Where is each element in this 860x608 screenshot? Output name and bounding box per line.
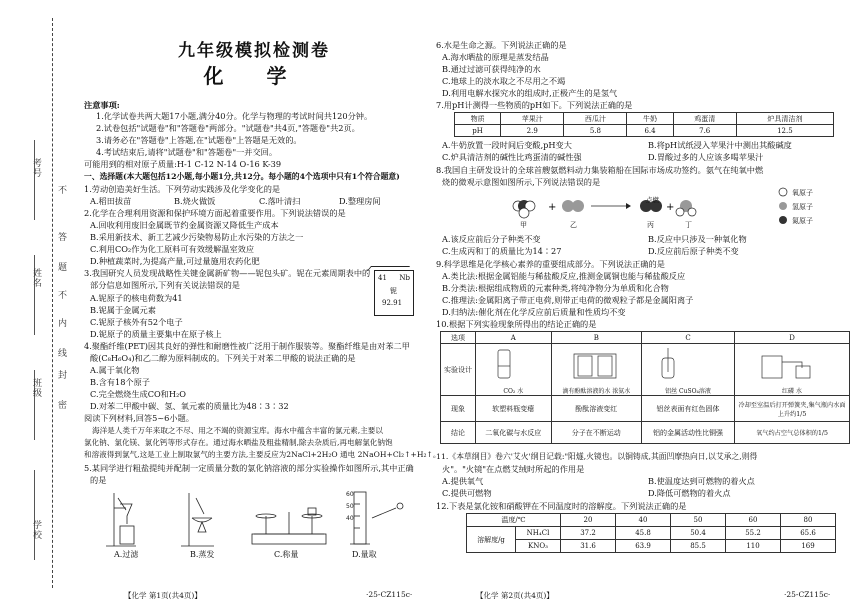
q10-phenomenon-b: 酚酞溶液变红 — [551, 396, 641, 422]
solubility-value: 31.6 — [561, 540, 616, 553]
q5-label-a: A.过滤 — [114, 550, 139, 559]
q9-option-d: D.归纳法:催化剂在化学反应前后质量和性质均不变 — [442, 307, 626, 317]
temperature-value: 40 — [616, 514, 671, 527]
footer-code: ·25-CZ115c· — [784, 590, 831, 599]
q1-option-c: C.落叶清扫 — [259, 196, 301, 206]
q7-option-c: C.炉具清洁剂的碱性比鸡蛋清的碱性强 — [442, 152, 582, 162]
legend-hydrogen: 氢原子 — [792, 203, 813, 211]
note-item: 1.化学试卷共两大题17小题,满分40分。化学与物理的考试时间共120分钟。 — [96, 111, 373, 121]
ph-table-header: 西瓜汁 — [564, 113, 627, 125]
q8-option-a: A.该反应前后分子种类不变 — [442, 234, 541, 244]
solubility-value: 45.8 — [616, 527, 671, 540]
temperature-value: 80 — [781, 514, 836, 527]
q4-option-b: B.含有18个原子 — [90, 377, 150, 387]
substance-name: NH₄Cl — [516, 527, 561, 540]
q10-design-c: 铝丝 CuSO₄溶液 — [642, 344, 735, 396]
note-item: 3.请务必在"答题卷"上答题,在"试题卷"上答题是无效的。 — [96, 135, 302, 145]
section-heading: 一、选择题(本大题包括12小题,每小题1分,共12分。每小题的4个选项中只有1个符合题意) — [84, 172, 400, 181]
notes-heading: 注意事项: — [84, 100, 120, 110]
q7-option-a: A.牛奶放置一段时间后变酸,pH变大 — [442, 140, 572, 150]
q4-option-a: A.属于氧化物 — [90, 365, 140, 375]
exam-no-blank — [34, 140, 35, 220]
q10-row-label: 现象 — [441, 396, 476, 422]
q9-stem: 9.科学思维是化学核心素养的重要组成部分。下列说法正确的是 — [436, 259, 665, 269]
q6-option-a: A.海水晒盐的原理是蒸发结晶 — [442, 52, 549, 62]
seal-word: 答 — [56, 232, 66, 242]
q6-stem: 6.水是生命之源。下列说法正确的是 — [436, 40, 567, 50]
reading-text: 氯化钠、氯化镁、氯化钙等形式存在。通过海水晒盐及粗盐精制,除去杂质后,再电解氯化钠饱 — [84, 438, 393, 447]
seal-word: 线 — [56, 348, 66, 358]
label-ding: 丁 — [685, 221, 692, 229]
ph-table-header: 鸡蛋清 — [673, 113, 736, 125]
label-bing: 丙 — [647, 221, 654, 229]
q8-option-b: B.反应中只涉及一种氧化物 — [648, 234, 747, 244]
binding-margin — [0, 0, 78, 608]
atomic-number: 41 — [378, 274, 387, 282]
svg-text:+: + — [666, 202, 675, 213]
q11-stem-line1: 11.《本草纲目》卷六'艾火'纲目记载:"阳燧,火镜也。以铜铸成,其面凹摩热向日,以艾承之,则得 — [436, 452, 758, 461]
temperature-value: 20 — [561, 514, 616, 527]
solubility-value: 63.9 — [616, 540, 671, 553]
q5-label-c: C.称量 — [274, 550, 299, 559]
cylinder-tick-label: 60 — [346, 491, 354, 498]
q10-conclusion-c: 铝的金属活动性比铜强 — [642, 422, 735, 444]
seal-word: 封 — [56, 370, 66, 380]
atomic-mass-line: 可能用到的相对原子质量:H-1 C-12 N-14 O-16 K-39 — [84, 159, 282, 169]
q7-stem: 7.用pH计测得一些物质的pH如下。下列说法正确的是 — [436, 100, 633, 110]
q10-header: 选项 — [441, 332, 476, 344]
note-item: 4.考试结束后,请将"试题卷"和"答题卷"一并交回。 — [96, 147, 278, 157]
temperature-value: 60 — [726, 514, 781, 527]
measuring-cylinder-figure — [350, 492, 403, 544]
q8-option-d: D.反应前后原子种类不变 — [648, 246, 739, 256]
q3-option-c: C.铌原子核外有52个电子 — [90, 317, 183, 327]
q4-option-d: D.对苯二甲酸中碳、氢、氧元素的质量比为48∶3∶32 — [90, 401, 289, 411]
q11-option-d: D.降低可燃物的着火点 — [648, 488, 731, 498]
q2-option-a: A.回收利用废旧金属既节约金属资源又降低生产成本 — [90, 220, 279, 230]
reading-text: 和溶液得到氯气,这是工业上制取氯气的主要方法,主要反应为2NaCl+2H₂O 通电 2NaOH+Cl₂↑+H₂↑。 — [84, 450, 441, 459]
solubility-value: 85.5 — [671, 540, 726, 553]
seal-line — [52, 18, 53, 588]
q10-phenomenon-a: 软塑料瓶变瘪 — [476, 396, 552, 422]
q11-option-c: C.提供可燃物 — [442, 488, 492, 498]
q5-apparatus-figures — [84, 488, 424, 548]
q11-stem-line2: 火"。"火镜"在点燃艾绒时所起的作用是 — [442, 464, 585, 474]
q11-option-b: B.使温度达到可燃物的着火点 — [648, 476, 755, 486]
q1-option-b: B.烧火做饭 — [174, 196, 216, 206]
solubility-table — [466, 513, 836, 553]
q5-label-b: B.蒸发 — [190, 550, 215, 559]
weighing-figure — [252, 508, 326, 544]
svg-text:+: + — [548, 202, 557, 213]
ph-table-header: 苹果汁 — [501, 113, 564, 125]
q10-design-d: 红磷 水 — [735, 344, 850, 396]
reaction-condition: 点燃 — [646, 196, 659, 204]
q9-option-b: B.分类法:根据组成物质的元素种类,将纯净物分为单质和化合物 — [442, 283, 669, 293]
q10-conclusion-d: 氧气约占空气总体积的1/5 — [735, 422, 850, 444]
school-label: 学校 — [31, 520, 41, 540]
q1-option-d: D.整理房间 — [339, 196, 381, 206]
q2-option-b: B.采用新技术、新工艺减少污染物易防止水污染的方法之一 — [90, 232, 304, 242]
solubility-value: 55.2 — [726, 527, 781, 540]
cylinder-tick-label: 40 — [346, 515, 354, 522]
solubility-value: 65.6 — [781, 527, 836, 540]
q5-label-d: D.量取 — [352, 550, 377, 559]
ph-table-cell: 6.4 — [627, 125, 673, 137]
q6-option-b: B.通过过滤可获得纯净的水 — [442, 64, 541, 74]
subject-title: 化 学 — [203, 64, 305, 88]
q10-phenomenon-c: 铝丝表面有红色固体 — [642, 396, 735, 422]
q10-phenomenon-d: 冷却至室温后打开弹簧夹,集气瓶内水面上升约1/5 — [735, 396, 850, 422]
q2-option-d: D.种植蔬菜时,为提高产量,可过量施用农药化肥 — [90, 256, 260, 266]
molecule-ding — [676, 200, 696, 216]
q6-option-c: C.地球上的淡水取之不尽用之不竭 — [442, 76, 566, 86]
q6-option-d: D.利用电解水探究水的组成时,正极产生的是氢气 — [442, 88, 618, 98]
q10-header: C — [642, 332, 735, 344]
ph-table-cell: 7.6 — [673, 125, 736, 137]
ph-table-cell: 5.8 — [564, 125, 627, 137]
solubility-label: 溶解度/g — [467, 527, 516, 553]
reading-lead: 阅读下列材料,回答5~6小题。 — [84, 413, 194, 423]
ph-table-cell: pH — [455, 125, 501, 137]
page-two — [430, 0, 860, 608]
q4-stem-line2: 酸(C₈H₆O₄)和乙二醇为原料制成的。下列关于对苯二甲酸的说法正确的是 — [90, 353, 356, 363]
ph-table — [454, 112, 834, 137]
ph-table-header: 物质 — [455, 113, 501, 125]
name-label: 姓名 — [31, 268, 41, 288]
molecule-yi — [562, 200, 584, 212]
q10-row-label: 结论 — [441, 422, 476, 444]
q10-header: D — [735, 332, 850, 344]
seal-word: 不 — [56, 185, 66, 195]
temperature-value: 50 — [671, 514, 726, 527]
q10-design-sketches — [472, 346, 852, 382]
solubility-value: 50.4 — [671, 527, 726, 540]
q11-option-a: A.提供氧气 — [442, 476, 484, 486]
seal-word: 题 — [56, 262, 66, 272]
q12-stem: 12.下表是氯化铵和硝酸钾在不同温度时的溶解度。下列说法正确的是 — [436, 501, 687, 511]
q3-option-a: A.铌原子的核电荷数为41 — [90, 293, 183, 303]
q7-option-d: D.胃酸过多的人应该多喝苹果汁 — [648, 152, 764, 162]
q10-conclusion-a: 二氧化碳与水反应 — [476, 422, 552, 444]
q8-stem-line2: 烧的微观示意图如图所示,下列说法错误的是 — [442, 177, 601, 187]
seal-word: 不 — [56, 290, 66, 300]
q7-option-b: B.将pH试纸浸入苹果汁中测出其酸碱度 — [648, 140, 792, 150]
reading-text: 海洋是人类千万年来取之不尽、用之不竭的资源宝库。海水中蕴含丰富的氯元素,主要以 — [92, 426, 383, 435]
q10-header: B — [551, 332, 641, 344]
solubility-value: 37.2 — [561, 527, 616, 540]
ph-table-header: 牛奶 — [627, 113, 673, 125]
q2-stem: 2.化学在合理利用资源和保护环境方面起着重要作用。下列说法错误的是 — [84, 208, 346, 218]
temperature-label: 温度/℃ — [467, 514, 561, 527]
evaporation-figure — [181, 493, 214, 546]
cylinder-tick-label: 50 — [346, 503, 354, 510]
q10-design-a: CO₂ 水 — [476, 344, 552, 396]
molecule-jia — [513, 200, 535, 218]
school-blank — [34, 470, 35, 560]
element-symbol: Nb — [399, 274, 410, 282]
element-name: 铌 — [390, 287, 397, 295]
q4-option-c: C.完全燃烧生成CO和H₂O — [90, 389, 186, 399]
q3-option-b: B.铌属于金属元素 — [90, 305, 156, 315]
footer-page-info: 【化学 第1页(共4页)】 — [124, 591, 202, 600]
q3-option-d: D.铌原子的质量主要集中在原子核上 — [90, 329, 222, 339]
footer-page-info: 【化学 第2页(共4页)】 — [476, 591, 554, 600]
ph-table-cell: 2.9 — [501, 125, 564, 137]
atomic-mass: 92.91 — [382, 299, 403, 307]
q3-stem-line1: 3.我国研究人员发现战略性关键金属新矿物——铌包头矿。铌在元素周期表中的 — [84, 268, 371, 278]
atom-legend — [776, 186, 790, 228]
q9-option-a: A.类比法:根据金属铝能与稀盐酸反应,推测金属铜也能与稀盐酸反应 — [442, 271, 686, 281]
note-item: 2.试卷包括"试题卷"和"答题卷"两部分。"试题卷"共4页,"答题卷"共2页。 — [96, 123, 360, 133]
reaction-diagram — [506, 188, 736, 232]
q8-stem-line1: 8.我国自主研发设计的全球首艘氨燃料动力集装箱船在国际市场成功签约。氨气在纯氧中燃 — [436, 165, 764, 175]
q10-row-label: 实验设计 — [441, 344, 476, 396]
filtration-figure — [106, 493, 136, 546]
q2-option-c: C.利用CO₂作为化工原料可有效缓解温室效应 — [90, 244, 255, 254]
q5-stem-line2: 的是 — [90, 475, 107, 485]
exam-no-label: 考号 — [31, 158, 41, 178]
label-jia: 甲 — [520, 221, 527, 229]
ph-table-header: 炉具清洁剂 — [736, 113, 833, 125]
q5-stem-line1: 5.某同学进行粗盐提纯并配制一定质量分数的氯化钠溶液的部分实验操作如图所示,其中正确 — [84, 463, 414, 473]
seal-word: 密 — [56, 400, 66, 410]
legend-nitrogen: 氮原子 — [792, 217, 813, 225]
substance-name: KNO₃ — [516, 540, 561, 553]
name-blank — [34, 255, 35, 335]
q1-stem: 1.劳动创造美好生活。下列劳动实践涉及化学变化的是 — [84, 184, 281, 194]
q8-option-c: C.生成丙和丁的质量比为14∶27 — [442, 246, 562, 256]
q3-stem-line2: 部分信息如图所示,下列有关说法错误的是 — [90, 280, 240, 290]
ph-table-cell: 12.5 — [736, 125, 833, 137]
q1-option-a: A.稻田拔苗 — [90, 196, 132, 206]
legend-oxygen: 氧原子 — [792, 189, 813, 197]
solubility-value: 169 — [781, 540, 836, 553]
q10-design-b: 滴有酚酞溶液的水 浓氨水 — [551, 344, 641, 396]
q10-header: A — [476, 332, 552, 344]
label-yi: 乙 — [570, 221, 577, 229]
q9-option-c: C.推理法:金属阳离子带正电荷,则带正电荷的微观粒子都是金属阳离子 — [442, 295, 694, 305]
solubility-value: 110 — [726, 540, 781, 553]
exam-title: 九年级模拟检测卷 — [178, 41, 330, 61]
class-label: 班级 — [31, 378, 41, 398]
q10-conclusion-b: 分子在不断运动 — [551, 422, 641, 444]
q4-stem-line1: 4.聚酯纤维(PET)因其良好的弹性和耐磨性被广泛用于制作服装等。聚酯纤维是由对苯二甲 — [84, 341, 410, 351]
seal-word: 内 — [56, 318, 66, 328]
q10-stem: 10.根据下列实验现象所得出的结论正确的是 — [436, 319, 597, 329]
element-tile — [374, 270, 414, 316]
footer-code: ·25-CZ115c· — [366, 590, 413, 599]
